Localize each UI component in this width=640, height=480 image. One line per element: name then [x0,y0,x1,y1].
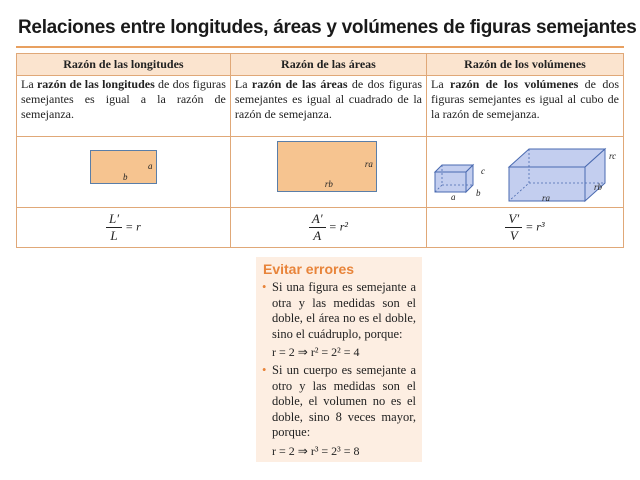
cubes-figure: c a b rc ra rb [427,137,624,208]
error-item: • Si una figura es semejante a otra y las medidas son el doble, el área no es el doble, sino el cuádruplo, porque: [272,280,416,342]
description-volumenes: La razón de los volúmenes de dos figuras semejantes es igual al cubo de la razón de semejanza. [427,76,624,137]
avoid-errors-title: Evitar errores [263,261,355,277]
formula-longitudes: $\frac{L'}{L}$ = r [17,208,231,248]
error-equation: r = 2 ⇒ r³ = 2³ = 8 [272,443,360,458]
title-underline [16,46,624,48]
formula-row [17,208,624,248]
rectangle-small-figure: a b [17,137,231,208]
description-areas: La razón de las áreas de dos figuras semejantes es igual al cuadrado de la razón de semejanza. [230,76,426,137]
description-longitudes: La razón de las longitudes de dos figuras semejantes es igual a la razón de semejanza. [17,76,231,137]
figure-row [17,137,624,208]
header-longitudes: Razón de las longitudes [17,54,231,76]
header-volumenes: Razón de los volúmenes [427,54,624,76]
rectangle-large-figure: ra rb [230,137,426,208]
avoid-errors-box [256,257,422,462]
header-row [17,54,624,76]
formula-volumenes: $\frac{V'}{V}$ = r³ [427,208,624,248]
description-row [17,76,624,137]
error-equation: r = 2 ⇒ r² = 2² = 4 [272,345,360,359]
cuboids-drawing [427,137,623,203]
formula-areas: $\frac{A'}{A}$ = r² [230,208,426,248]
relations-table [16,53,624,248]
error-item: • Si un cuerpo es semejante a otro y las medidas son el doble, el volumen no es el doble, sino 8 veces mayor, porque: [272,363,416,441]
header-areas: Razón de las áreas [230,54,426,76]
page-title: Relaciones entre longitudes, áreas y volúmenes de figuras semejantes [18,17,637,38]
